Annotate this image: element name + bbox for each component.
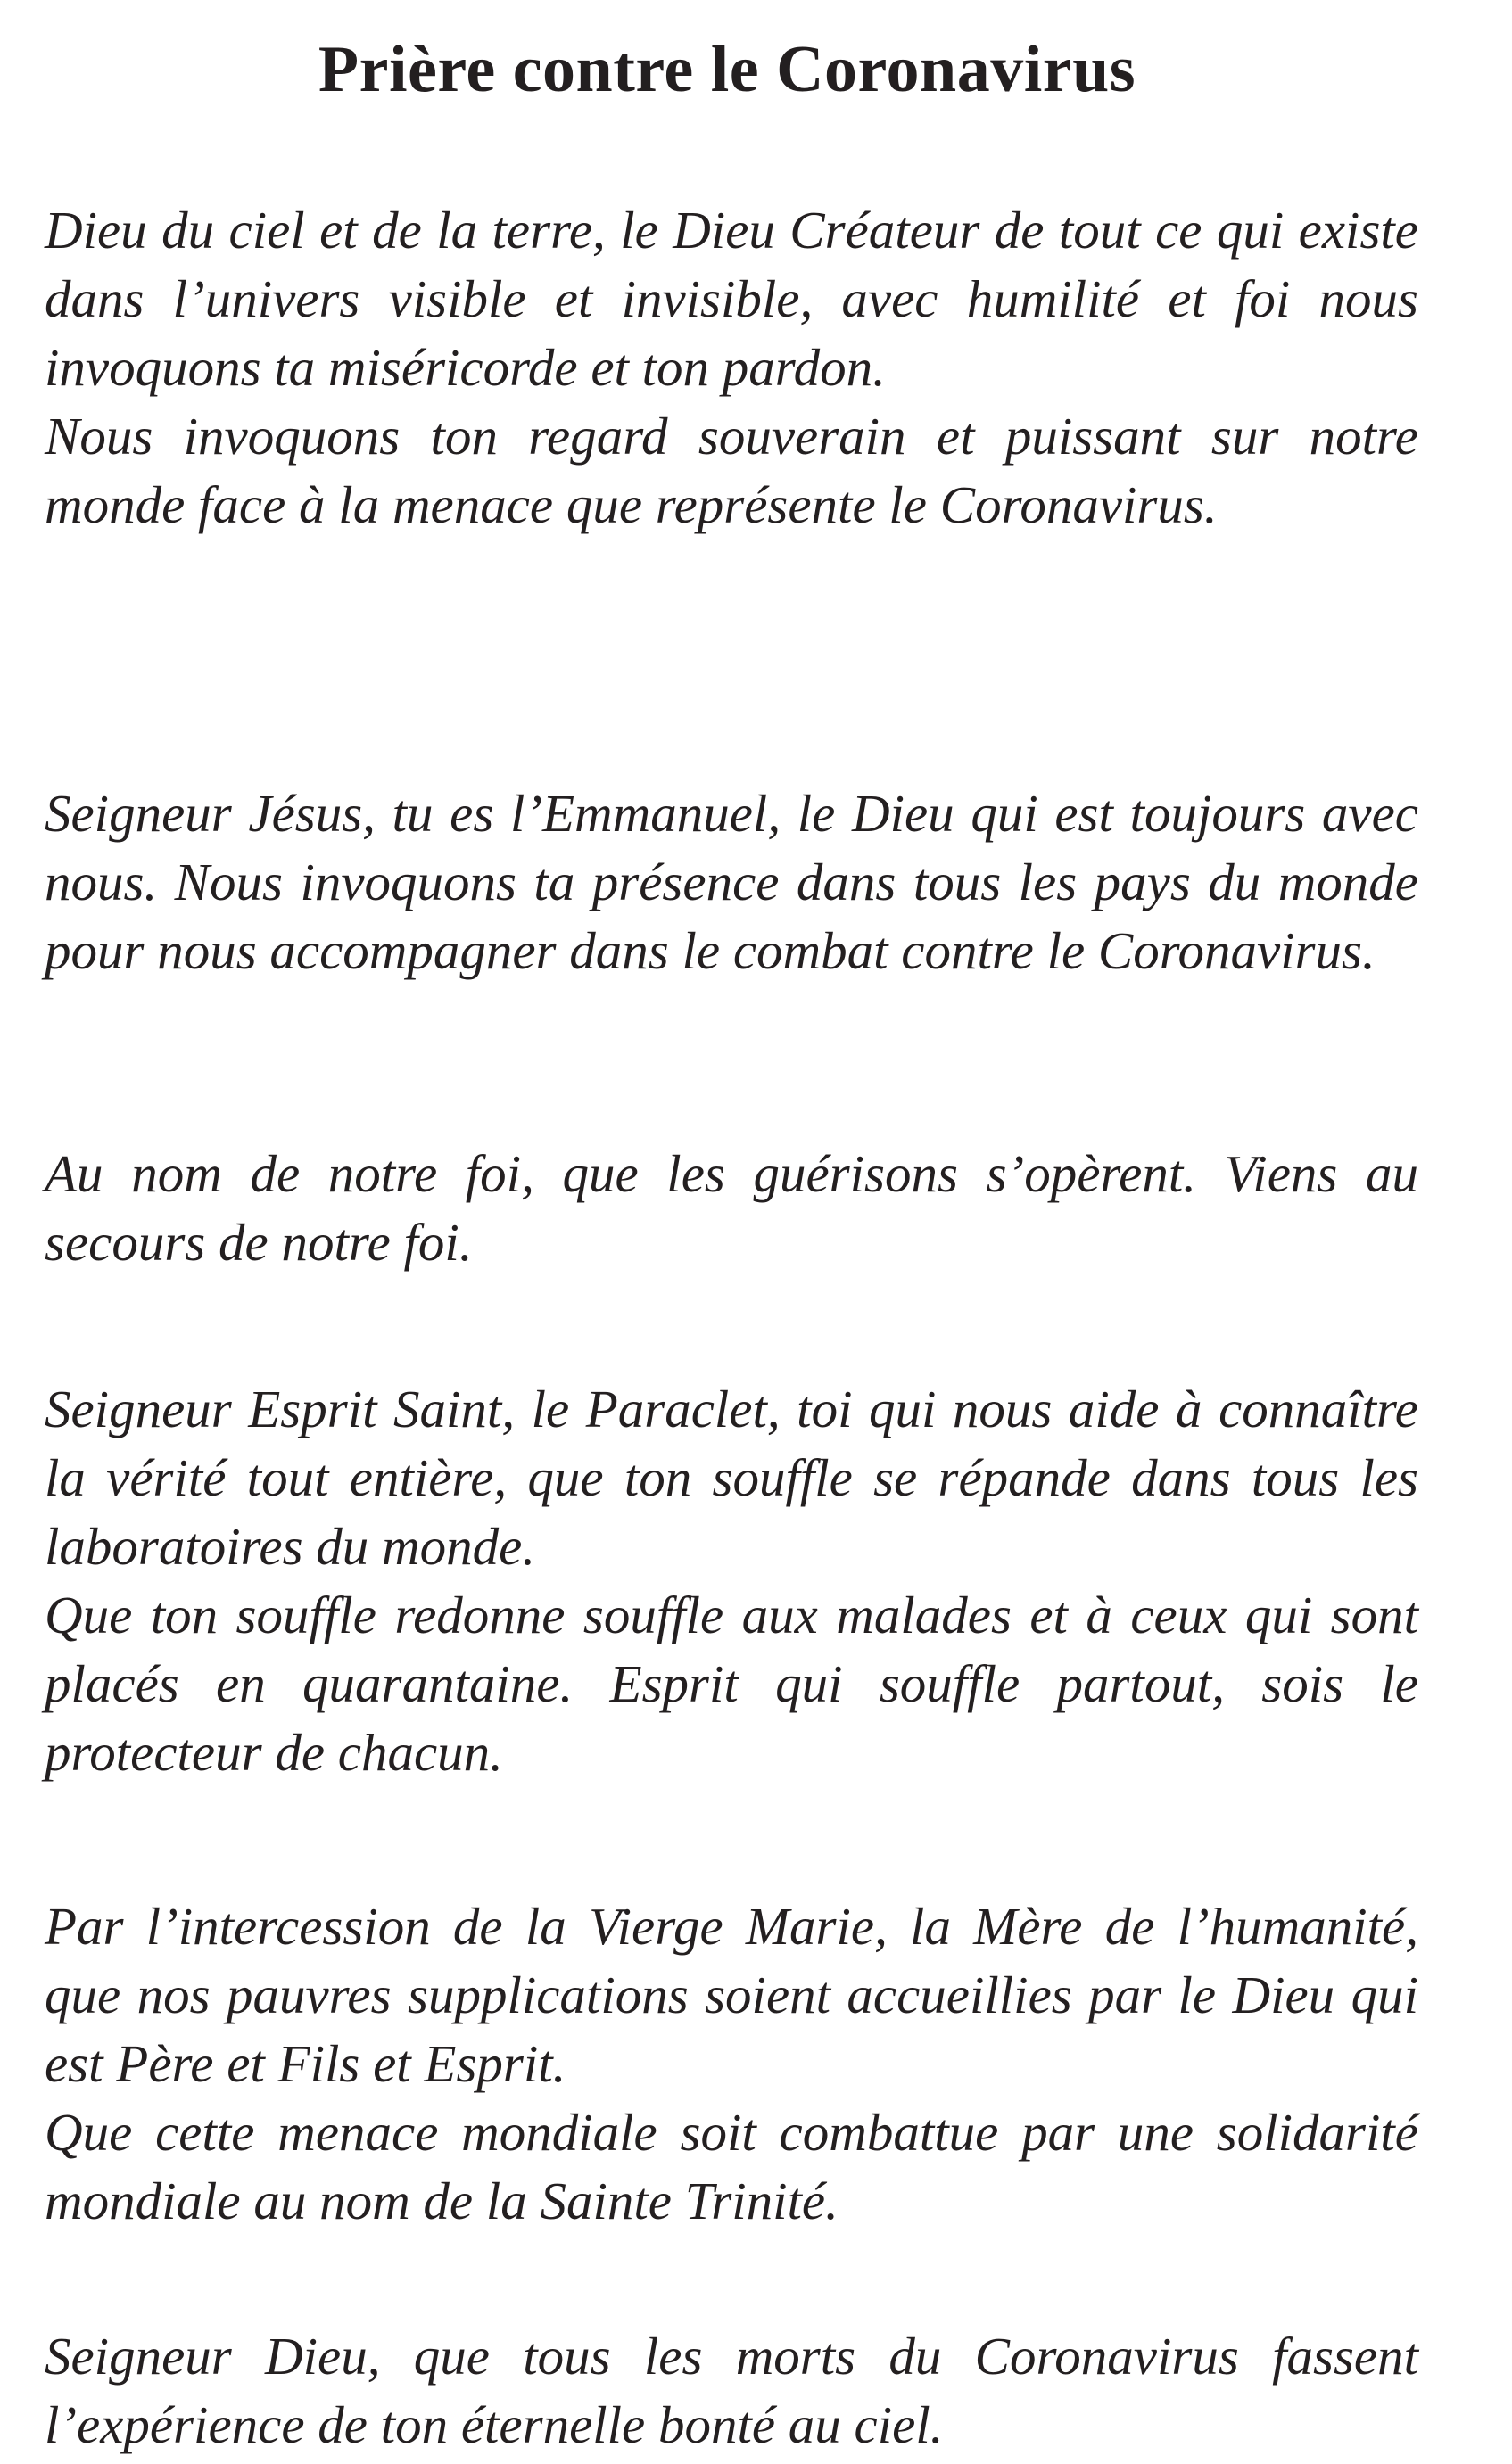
paragraph-text: Seigneur Jésus, tu es l’Emmanuel, le Dieu qui est toujours avec nous. Nous invoquons ta présence dans tous les pays du monde pour nous accompagner dans le combat contre le Coronavirus. [45, 784, 1418, 980]
paragraph-5 [45, 1892, 1418, 2236]
paragraph-text: Seigneur Dieu, que tous les morts du Coronavirus fassent l’expérience de ton éternelle bonté au ciel. [45, 2327, 1418, 2454]
paragraph-text: Que cette menace mondiale soit combattue par une solidarité mondiale au nom de la Sainte Trinité. [45, 2103, 1418, 2230]
paragraph-6 [45, 2322, 1418, 2460]
paragraph-text: Que ton souffle redonne souffle aux malades et à ceux qui sont placés en quarantaine. Esprit qui souffle partout, sois le protecteur de chacun. [45, 1586, 1418, 1782]
paragraph-text: Par l’intercession de la Vierge Marie, la Mère de l’humanité, que nos pauvres supplications soient accueillies par le Dieu qui est Père et Fils et Esprit. [45, 1897, 1418, 2093]
paragraph-1 [45, 196, 1418, 540]
paragraph-2 [45, 779, 1418, 985]
paragraph-text: Nous invoquons ton regard souverain et puissant sur notre monde face à la menace que représente le Coronavirus. [45, 407, 1418, 534]
page-title: Prière contre le Coronavirus [318, 33, 1136, 106]
paragraph-text: Seigneur Esprit Saint, le Paraclet, toi qui nous aide à connaître la vérité tout entière, que ton souffle se répande dans tous les laboratoires du monde. [45, 1380, 1418, 1576]
paragraph-4 [45, 1375, 1418, 1787]
paragraph-text: Dieu du ciel et de la terre, le Dieu Créateur de tout ce qui existe dans l’univers visible et invisible, avec humilité et foi nous invoquons ta miséricorde et ton pardon. [45, 201, 1418, 397]
paragraph-text: Au nom de notre foi, que les guérisons s’opèrent. Viens au secours de notre foi. [45, 1144, 1418, 1272]
paragraph-3 [45, 1140, 1418, 1277]
